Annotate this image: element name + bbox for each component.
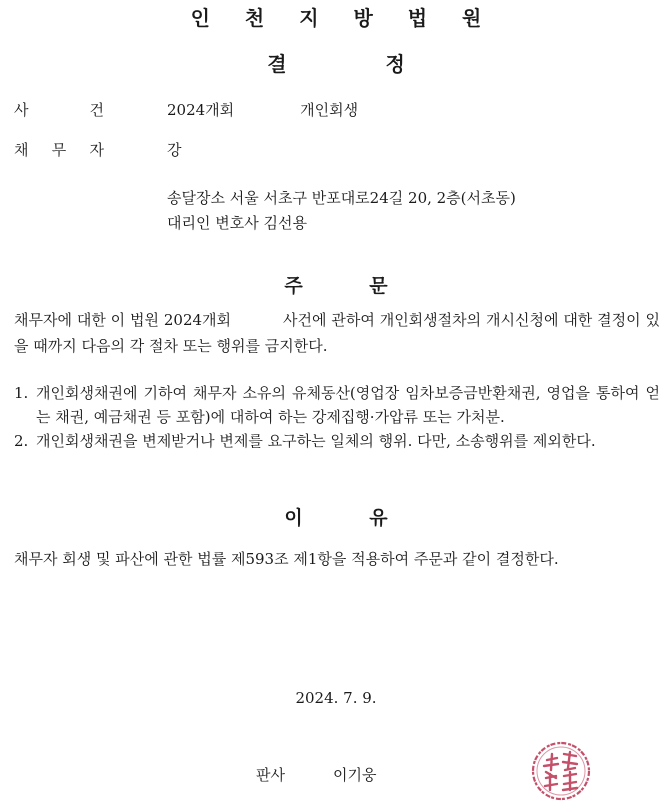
order-item	[14, 381, 660, 429]
decision-date: 2024. 7. 9.	[295, 689, 377, 707]
order-item-text: 개인회생채권을 변제받거나 변제를 요구하는 일체의 행위. 다만, 소송행위를 제외한다.	[36, 432, 596, 450]
attorney: 대리인 변호사 김선용	[167, 214, 307, 232]
order-intro-part2: 사건에 관하여 개인회생절차의 개시신청에 대한 결정이 있을 때까지 다음의 각 절차 또는 행위를 금지한다.	[14, 311, 660, 355]
judge-signature-line	[256, 764, 376, 785]
reason-text: 채무자 회생 및 파산에 관한 법률 제593조 제1항을 적용하여 주문과 같이 결정한다.	[14, 550, 559, 568]
order-item-number: 2.	[14, 432, 29, 450]
debtor-name: 강	[167, 141, 182, 159]
reason-heading: 이 유	[284, 507, 388, 529]
order-intro	[14, 307, 660, 359]
judge-name: 이기웅	[332, 766, 377, 784]
order-item-text: 개인회생채권에 기하여 채무자 소유의 유체동산(영업장 임차보증금반환채권, 영업을 통하여 얻는 채권, 예금채권 등 포함)에 대하여 하는 강제집행·가압류 또는 가처분.	[36, 384, 660, 426]
case-number: 2024개회	[167, 101, 235, 119]
court-name: 인 천 지 방 법 원	[190, 6, 496, 30]
order-heading: 주 문	[284, 275, 388, 297]
debtor-label: 채 무 자	[14, 141, 104, 159]
service-address: 송달장소 서울 서초구 반포대로24길 20, 2층(서초동)	[167, 189, 516, 207]
order-intro-part1: 채무자에 대한 이 법원 2024개회	[14, 311, 232, 329]
judge-title: 판사	[256, 766, 285, 784]
document-title: 결 정	[267, 52, 405, 76]
case-name: 개인회생	[300, 101, 359, 119]
court-seal-icon	[530, 740, 592, 802]
case-label: 사 건	[14, 101, 104, 119]
order-item	[14, 429, 660, 477]
order-item-number: 1.	[14, 384, 29, 402]
case-value	[167, 100, 358, 120]
